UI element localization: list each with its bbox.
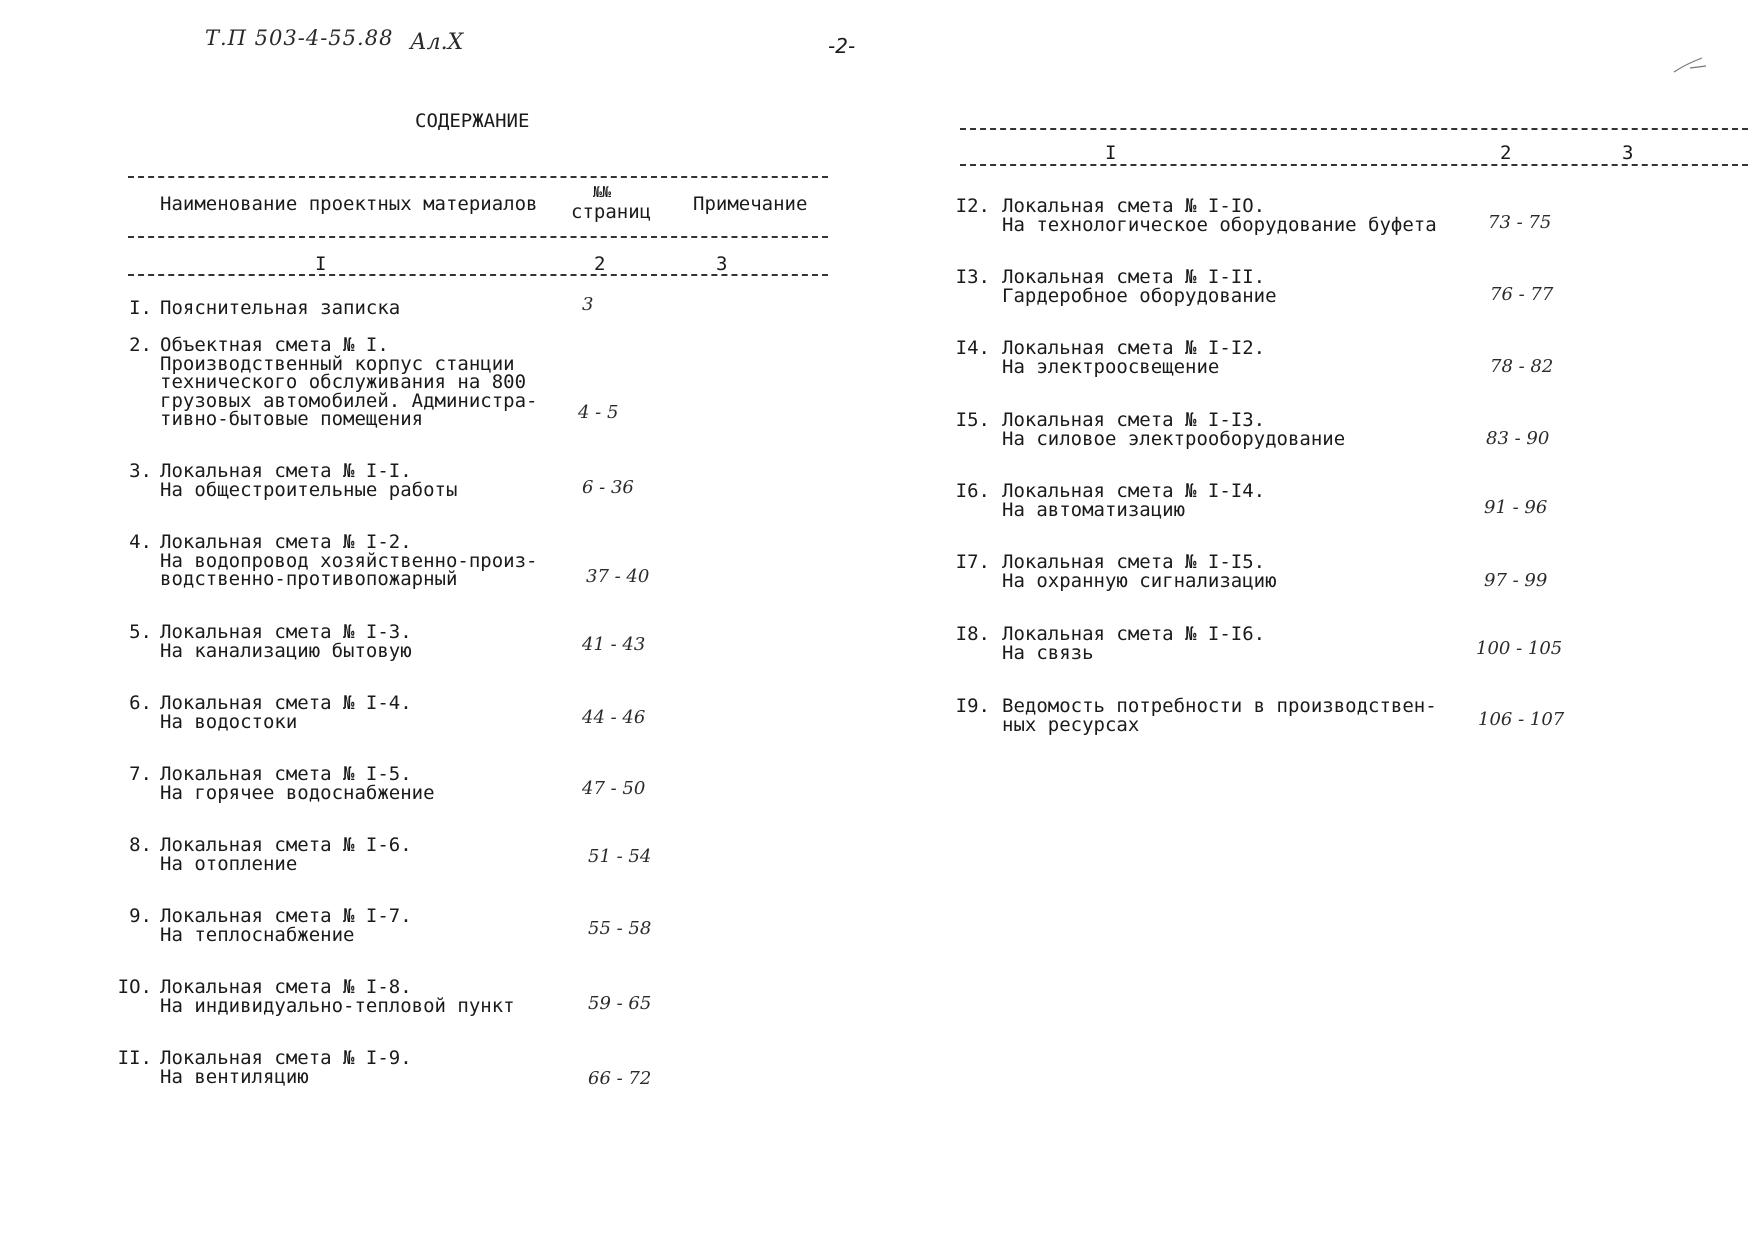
toc-entry bbox=[112, 763, 435, 839]
entry-pages: 100 - 105 bbox=[1476, 638, 1563, 659]
toc-entry bbox=[112, 905, 412, 981]
column-header-pages-symbol: №№ bbox=[593, 183, 612, 201]
right-column-number-rule bbox=[960, 164, 1748, 166]
entry-line: На горячее водоснабжение bbox=[160, 781, 435, 804]
entry-number: 5. bbox=[129, 621, 152, 643]
toc-entry bbox=[112, 976, 515, 1052]
entry-line: На автоматизацию bbox=[1002, 498, 1186, 521]
entry-number: I3. bbox=[955, 266, 990, 288]
entry-line: технического обслуживания на 800 bbox=[160, 371, 527, 393]
entry-line: тивно-бытовые помещения bbox=[160, 408, 424, 430]
entry-line: Локальная смета № I-5. bbox=[160, 763, 412, 785]
entry-line: На связь bbox=[1002, 641, 1094, 664]
entry-line: Локальная смета № I-II. bbox=[1002, 266, 1266, 288]
entry-pages: 41 - 43 bbox=[582, 634, 646, 655]
page-number: -2- bbox=[828, 34, 856, 58]
entry-pages: 55 - 58 bbox=[588, 918, 652, 939]
toc-entry bbox=[950, 551, 1277, 627]
entry-line: Локальная смета № I-3. bbox=[160, 621, 412, 643]
entry-pages: 106 - 107 bbox=[1478, 709, 1565, 730]
entry-number: I5. bbox=[955, 409, 990, 431]
entry-line: Локальная смета № I-I. bbox=[160, 460, 412, 482]
entry-number: 3. bbox=[129, 460, 152, 482]
entry-line: Гардеробное оборудование bbox=[1002, 284, 1277, 307]
toc-entry bbox=[112, 692, 412, 768]
entry-pages: 78 - 82 bbox=[1490, 356, 1554, 377]
table-header-rule bbox=[128, 236, 828, 238]
toc-entry bbox=[112, 621, 412, 697]
column-number-3: 3 bbox=[716, 253, 728, 275]
entry-pages: 73 - 75 bbox=[1488, 212, 1552, 233]
entry-line: водственно-противопожарный bbox=[160, 568, 458, 590]
toc-entry bbox=[950, 623, 1266, 699]
entry-line: На водопровод хозяйственно-произ- bbox=[160, 549, 538, 572]
entry-line: Локальная смета № I-I2. bbox=[1002, 337, 1266, 359]
pencil-mark bbox=[1672, 54, 1712, 78]
toc-entry bbox=[950, 480, 1266, 556]
entry-line: На охранную сигнализацию bbox=[1002, 569, 1277, 592]
entry-line: На общестроительные работы bbox=[160, 478, 458, 501]
toc-entry bbox=[950, 266, 1277, 342]
entry-pages: 51 - 54 bbox=[588, 846, 652, 867]
column-header-pages: страниц bbox=[571, 201, 652, 223]
entry-line: ных ресурсах bbox=[1002, 713, 1140, 736]
entry-number: I6. bbox=[955, 480, 990, 502]
right-top-rule bbox=[960, 128, 1748, 130]
entry-number: 6. bbox=[129, 692, 152, 714]
toc-entry bbox=[950, 337, 1266, 413]
entry-number: I. bbox=[129, 297, 152, 319]
sheet-label: Ал.Х bbox=[410, 30, 464, 55]
right-column-number-1: I bbox=[1105, 142, 1117, 164]
entry-line: Локальная смета № I-7. bbox=[160, 905, 412, 927]
page-title: СОДЕРЖАНИЕ bbox=[415, 110, 530, 132]
entry-number: I7. bbox=[955, 551, 990, 573]
entry-line: Локальная смета № I-I3. bbox=[1002, 409, 1266, 431]
entry-line: Локальная смета № I-9. bbox=[160, 1047, 412, 1069]
entry-pages: 66 - 72 bbox=[588, 1068, 652, 1089]
entry-line: На индивидуально-тепловой пункт bbox=[160, 994, 515, 1017]
entry-pages: 6 - 36 bbox=[582, 477, 634, 498]
entry-number: IO. bbox=[117, 976, 152, 998]
entry-pages: 59 - 65 bbox=[588, 993, 652, 1014]
entry-line: Локальная смета № I-I6. bbox=[1002, 623, 1266, 645]
entry-line: Локальная смета № I-2. bbox=[160, 531, 412, 553]
entry-line: Пояснительная записка bbox=[160, 297, 401, 319]
entry-number: 9. bbox=[129, 905, 152, 927]
right-column-number-2: 2 bbox=[1500, 142, 1512, 164]
table-top-rule bbox=[128, 176, 828, 178]
entry-line: На технологическое оборудование буфета bbox=[1002, 213, 1437, 236]
entry-line: Локальная смета № I-4. bbox=[160, 692, 412, 714]
toc-entry bbox=[112, 531, 538, 626]
toc-entry bbox=[950, 409, 1346, 485]
entry-line: На отопление bbox=[160, 852, 298, 875]
entry-number: I9. bbox=[955, 695, 990, 717]
toc-entry bbox=[112, 1047, 412, 1123]
entry-number: I4. bbox=[955, 337, 990, 359]
entry-pages: 37 - 40 bbox=[586, 566, 650, 587]
document-code: Т.П 503-4-55.88 bbox=[205, 26, 394, 50]
right-column-number-3: 3 bbox=[1622, 142, 1634, 164]
entry-line: Локальная смета № I-6. bbox=[160, 834, 412, 856]
entry-pages: 83 - 90 bbox=[1486, 428, 1550, 449]
entry-line: Ведомость потребности в производствен- bbox=[1002, 695, 1437, 717]
toc-entry bbox=[950, 195, 1437, 271]
entry-line: На силовое электрооборудование bbox=[1002, 427, 1346, 450]
entry-line: Локальная смета № I-8. bbox=[160, 976, 412, 998]
entry-number: 4. bbox=[129, 531, 152, 553]
entry-pages: 4 - 5 bbox=[578, 402, 619, 423]
toc-entry bbox=[112, 334, 538, 466]
entry-line: грузовых автомобилей. Администра- bbox=[160, 389, 538, 412]
entry-line: На канализацию бытовую bbox=[160, 639, 412, 662]
entry-line: Локальная смета № I-I5. bbox=[1002, 551, 1266, 573]
toc-entry bbox=[950, 695, 1437, 771]
entry-line: На водостоки bbox=[160, 710, 298, 733]
entry-pages: 3 bbox=[582, 294, 594, 315]
column-number-2: 2 bbox=[594, 253, 606, 275]
entry-number: I8. bbox=[955, 623, 990, 645]
entry-number: I2. bbox=[955, 195, 990, 217]
entry-line: Локальная смета № I-IO. bbox=[1002, 195, 1266, 217]
entry-number: 7. bbox=[129, 763, 152, 785]
entry-line: Объектная смета № I. bbox=[160, 334, 389, 356]
toc-entry bbox=[112, 460, 458, 536]
entry-pages: 76 - 77 bbox=[1490, 284, 1554, 305]
column-header-name: Наименование проектных материалов bbox=[160, 193, 538, 215]
entry-line: На электроосвещение bbox=[1002, 355, 1220, 378]
entry-line: Производственный корпус станции bbox=[160, 352, 515, 375]
column-header-note: Примечание bbox=[693, 193, 808, 215]
entry-pages: 44 - 46 bbox=[582, 707, 646, 728]
entry-number: II. bbox=[117, 1047, 152, 1069]
entry-line: На вентиляцию bbox=[160, 1065, 309, 1088]
column-number-1: I bbox=[315, 253, 327, 275]
entry-number: 8. bbox=[129, 834, 152, 856]
toc-entry bbox=[112, 834, 412, 910]
entry-line: Локальная смета № I-I4. bbox=[1002, 480, 1266, 502]
entry-pages: 97 - 99 bbox=[1484, 570, 1548, 591]
entry-number: 2. bbox=[129, 334, 152, 356]
entry-pages: 91 - 96 bbox=[1484, 497, 1548, 518]
entry-line: На теплоснабжение bbox=[160, 923, 355, 946]
entry-pages: 47 - 50 bbox=[582, 778, 646, 799]
